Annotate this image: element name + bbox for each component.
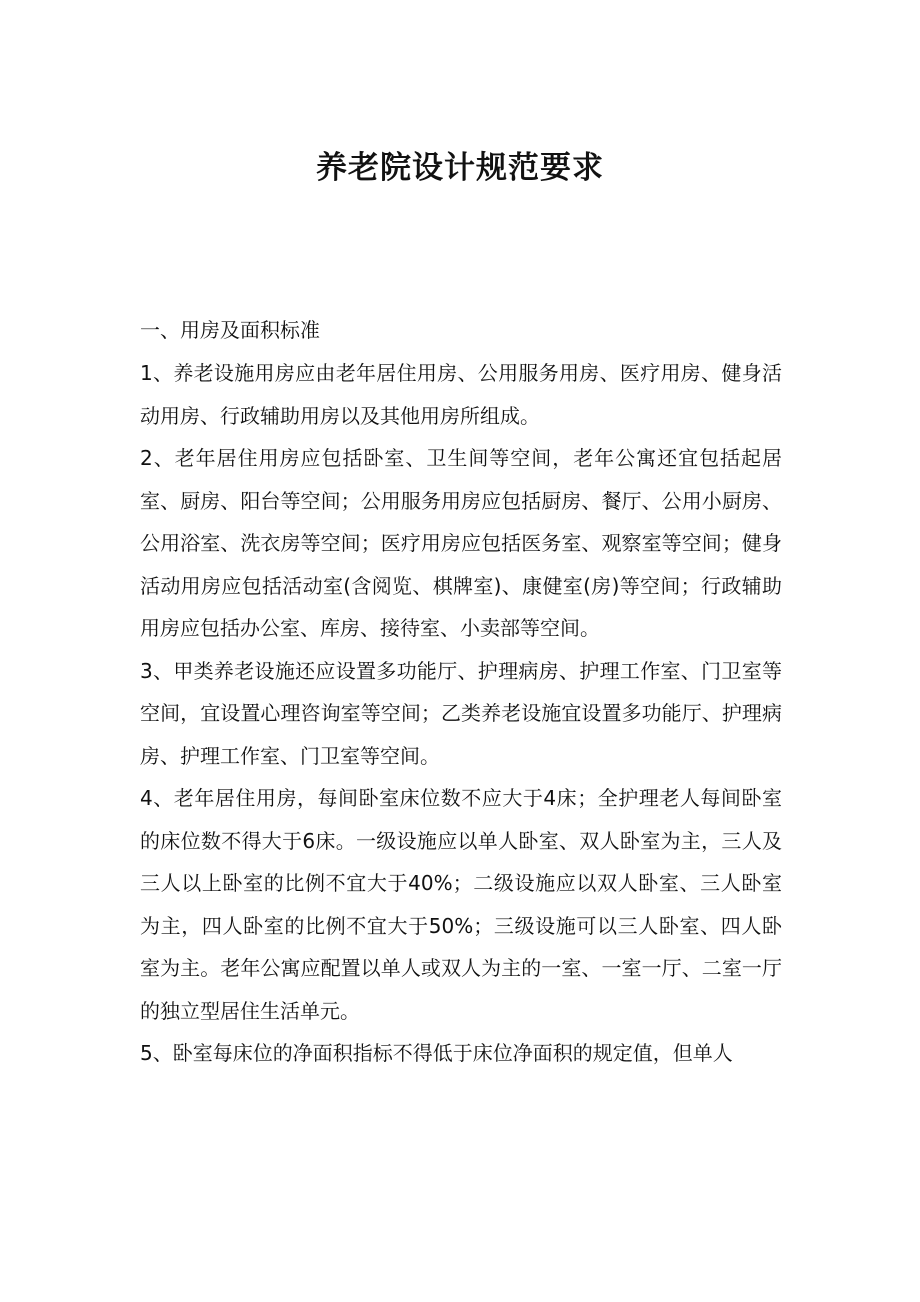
paragraph-4: 4、老年居住用房，每间卧室床位数不应大于4床；全护理老人每间卧室的床位数不得大于6床。一级设施应以单人卧室、双人卧室为主，三人及三人以上卧室的比例不宜大于40%；二级设施应以双人卧室、三人卧室为主，四人卧室的比例不宜大于50%；三级设施可以三人卧室、四人卧室为主。老年公寓应配置以单人或双人为主的一室、一室一厅、二室一厅的独立型居住生活单元。	[140, 786, 782, 1023]
section-heading: 一、用房及面积标准	[140, 318, 320, 342]
paragraph-5: 5、卧室每床位的净面积指标不得低于床位净面积的规定值，但单人	[140, 1041, 733, 1065]
document-title: 养老院设计规范要求	[316, 150, 604, 186]
paragraph-3: 3、甲类养老设施还应设置多功能厅、护理病房、护理工作室、门卫室等空间，宜设置心理咨询室等空间；乙类养老设施宜设置多功能厅、护理病房、护理工作室、门卫室等空间。	[140, 658, 782, 768]
paragraph-1: 1、养老设施用房应由老年居住用房、公用服务用房、医疗用房、健身活动用房、行政辅助用房以及其他用房所组成。	[140, 361, 782, 428]
document-body	[140, 308, 782, 1075]
paragraph-2: 2、老年居住用房应包括卧室、卫生间等空间，老年公寓还宜包括起居室、厨房、阳台等空间；公用服务用房应包括厨房、餐厅、公用小厨房、公用浴室、洗衣房等空间；医疗用房应包括医务室、观察室等空间；健身活动用房应包括活动室(含阅览、棋牌室)、康健室(房)等空间；行政辅助用房应包括办公室、库房、接待室、小卖部等空间。	[140, 446, 782, 640]
